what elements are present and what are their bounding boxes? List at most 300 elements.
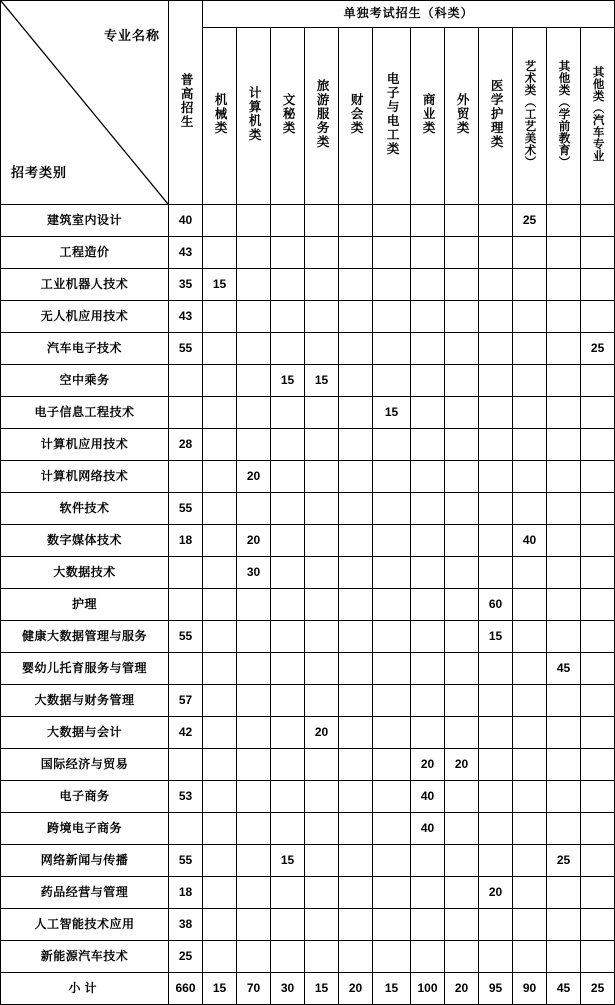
total-cell: 20 [445, 973, 479, 1005]
cell: 30 [237, 557, 271, 589]
cell [581, 813, 615, 845]
cell [339, 781, 373, 813]
cell [305, 781, 339, 813]
cell [479, 781, 513, 813]
cell [271, 557, 305, 589]
cell [339, 685, 373, 717]
cell [339, 717, 373, 749]
cell: 35 [169, 269, 203, 301]
cell [445, 461, 479, 493]
cell [373, 429, 411, 461]
cell [445, 717, 479, 749]
table-row [1, 781, 615, 813]
cell [479, 269, 513, 301]
cell [305, 461, 339, 493]
cell [169, 813, 203, 845]
cell [445, 845, 479, 877]
cell [169, 365, 203, 397]
cell [581, 781, 615, 813]
cell [445, 333, 479, 365]
cell [203, 909, 237, 941]
cell [445, 685, 479, 717]
cell [547, 333, 581, 365]
cell [547, 781, 581, 813]
cell [581, 557, 615, 589]
cell [547, 493, 581, 525]
cell [581, 237, 615, 269]
cell: 43 [169, 301, 203, 333]
cell [339, 557, 373, 589]
table-row [1, 589, 615, 621]
cell [547, 749, 581, 781]
cell [479, 941, 513, 973]
cell [203, 621, 237, 653]
cell [237, 813, 271, 845]
cell [411, 653, 445, 685]
row-label: 电子商务 [1, 781, 169, 813]
cell: 20 [237, 525, 271, 557]
cell [411, 589, 445, 621]
cell [339, 877, 373, 909]
table-row [1, 365, 615, 397]
cell [411, 365, 445, 397]
cell [373, 781, 411, 813]
cell [373, 717, 411, 749]
table-row [1, 909, 615, 941]
cell: 25 [581, 333, 615, 365]
cell [411, 205, 445, 237]
total-cell: 15 [203, 973, 237, 1005]
cell [411, 269, 445, 301]
cell [203, 493, 237, 525]
cell [513, 269, 547, 301]
cell: 40 [513, 525, 547, 557]
cell [339, 749, 373, 781]
column-header-qita-xueqian: 其他类（学前教育） [547, 28, 581, 205]
cell [271, 717, 305, 749]
cell [445, 589, 479, 621]
cell [547, 429, 581, 461]
cell [305, 909, 339, 941]
cell [373, 461, 411, 493]
cell: 15 [479, 621, 513, 653]
column-header-caihui: 财会类 [339, 28, 373, 205]
table-total-row [1, 973, 615, 1005]
cell [513, 685, 547, 717]
cell [513, 781, 547, 813]
cell [373, 237, 411, 269]
cell [305, 397, 339, 429]
cell [203, 589, 237, 621]
cell [305, 205, 339, 237]
cell [237, 877, 271, 909]
cell [305, 653, 339, 685]
cell [547, 461, 581, 493]
row-label: 国际经济与贸易 [1, 749, 169, 781]
cell [411, 237, 445, 269]
cell [339, 909, 373, 941]
cell [581, 909, 615, 941]
row-label: 软件技术 [1, 493, 169, 525]
cell [373, 301, 411, 333]
cell [271, 237, 305, 269]
cell [547, 365, 581, 397]
cell [513, 237, 547, 269]
cell [445, 429, 479, 461]
cell [411, 685, 445, 717]
cell [513, 717, 547, 749]
cell: 42 [169, 717, 203, 749]
cell [513, 813, 547, 845]
cell [339, 845, 373, 877]
cell [581, 621, 615, 653]
cell [547, 621, 581, 653]
cell [513, 621, 547, 653]
cell [305, 237, 339, 269]
cell [411, 461, 445, 493]
cell [581, 685, 615, 717]
cell: 18 [169, 877, 203, 909]
cell [203, 781, 237, 813]
cell: 25 [169, 941, 203, 973]
cell [203, 877, 237, 909]
column-header-lvyou: 旅游服务类 [305, 28, 339, 205]
cell [411, 493, 445, 525]
cell [271, 205, 305, 237]
cell [373, 653, 411, 685]
cell [271, 781, 305, 813]
cell [339, 301, 373, 333]
cell [479, 845, 513, 877]
cell: 43 [169, 237, 203, 269]
cell [445, 525, 479, 557]
cell [373, 525, 411, 557]
cell [411, 877, 445, 909]
column-header-dianzi: 电子与电工类 [373, 28, 411, 205]
cell [547, 685, 581, 717]
cell [271, 685, 305, 717]
cell [479, 653, 513, 685]
cell [305, 429, 339, 461]
row-label: 数字媒体技术 [1, 525, 169, 557]
cell: 20 [445, 749, 479, 781]
cell [237, 269, 271, 301]
cell [237, 589, 271, 621]
cell [271, 589, 305, 621]
row-label: 跨境电子商务 [1, 813, 169, 845]
cell [237, 909, 271, 941]
cell [373, 941, 411, 973]
cell [203, 397, 237, 429]
total-cell: 15 [373, 973, 411, 1005]
cell [445, 621, 479, 653]
cell [237, 685, 271, 717]
cell [203, 749, 237, 781]
header-group-row [1, 1, 615, 28]
cell [169, 749, 203, 781]
cell [271, 333, 305, 365]
cell [411, 397, 445, 429]
column-header-putong: 普高招生 [169, 1, 203, 205]
column-header-yixue: 医学护理类 [479, 28, 513, 205]
cell [513, 333, 547, 365]
table-row [1, 301, 615, 333]
cell [271, 909, 305, 941]
cell [237, 493, 271, 525]
cell [581, 749, 615, 781]
cell: 15 [373, 397, 411, 429]
cell [411, 621, 445, 653]
row-label: 网络新闻与传播 [1, 845, 169, 877]
cell [513, 557, 547, 589]
cell [479, 813, 513, 845]
corner-bottom-label: 招考类别 [11, 164, 68, 180]
table-row [1, 429, 615, 461]
table-row [1, 237, 615, 269]
cell [237, 653, 271, 685]
cell [305, 333, 339, 365]
table-row [1, 525, 615, 557]
cell [479, 685, 513, 717]
cell [445, 781, 479, 813]
cell: 18 [169, 525, 203, 557]
cell [445, 877, 479, 909]
cell [237, 781, 271, 813]
cell [581, 461, 615, 493]
cell [373, 365, 411, 397]
cell [203, 333, 237, 365]
cell: 28 [169, 429, 203, 461]
cell: 20 [411, 749, 445, 781]
cell [373, 877, 411, 909]
cell [411, 525, 445, 557]
cell [411, 557, 445, 589]
row-label: 计算机应用技术 [1, 429, 169, 461]
total-cell: 90 [513, 973, 547, 1005]
row-label: 工业机器人技术 [1, 269, 169, 301]
cell [271, 877, 305, 909]
cell [237, 365, 271, 397]
cell [581, 397, 615, 429]
cell: 25 [547, 845, 581, 877]
cell [339, 941, 373, 973]
cell [305, 813, 339, 845]
table-row [1, 269, 615, 301]
cell: 38 [169, 909, 203, 941]
cell [513, 877, 547, 909]
cell [411, 941, 445, 973]
cell [513, 301, 547, 333]
cell [305, 877, 339, 909]
cell [271, 493, 305, 525]
cell [373, 557, 411, 589]
cell [271, 461, 305, 493]
cell [513, 749, 547, 781]
cell [479, 493, 513, 525]
cell [305, 525, 339, 557]
cell [339, 461, 373, 493]
cell: 15 [203, 269, 237, 301]
cell [411, 909, 445, 941]
cell: 15 [271, 365, 305, 397]
cell [411, 301, 445, 333]
cell [479, 429, 513, 461]
cell [581, 717, 615, 749]
cell [581, 589, 615, 621]
table-row [1, 845, 615, 877]
table-row [1, 877, 615, 909]
cell [445, 365, 479, 397]
cell [271, 525, 305, 557]
cell [237, 237, 271, 269]
cell [271, 269, 305, 301]
row-label: 大数据与财务管理 [1, 685, 169, 717]
row-label: 建筑室内设计 [1, 205, 169, 237]
cell [203, 429, 237, 461]
cell [581, 525, 615, 557]
cell [581, 653, 615, 685]
cell [271, 397, 305, 429]
cell [203, 813, 237, 845]
cell [373, 333, 411, 365]
cell [305, 269, 339, 301]
total-label: 小计 [1, 973, 169, 1005]
cell [203, 525, 237, 557]
cell: 20 [479, 877, 513, 909]
cell [479, 365, 513, 397]
cell [513, 461, 547, 493]
total-cell: 45 [547, 973, 581, 1005]
cell [237, 749, 271, 781]
cell [445, 941, 479, 973]
cell [373, 909, 411, 941]
cell [237, 845, 271, 877]
cell [479, 237, 513, 269]
table-row [1, 941, 615, 973]
column-header-waimao: 外贸类 [445, 28, 479, 205]
cell [169, 653, 203, 685]
cell [479, 205, 513, 237]
row-label: 婴幼儿托育服务与管理 [1, 653, 169, 685]
cell [547, 525, 581, 557]
cell [339, 205, 373, 237]
cell [271, 621, 305, 653]
table-row [1, 813, 615, 845]
cell [339, 429, 373, 461]
cell [169, 589, 203, 621]
cell [581, 941, 615, 973]
cell [479, 749, 513, 781]
cell: 45 [547, 653, 581, 685]
cell [479, 397, 513, 429]
cell [445, 397, 479, 429]
cell: 53 [169, 781, 203, 813]
row-label: 护理 [1, 589, 169, 621]
cell [513, 589, 547, 621]
cell: 60 [479, 589, 513, 621]
cell [237, 333, 271, 365]
cell [305, 493, 339, 525]
cell [271, 749, 305, 781]
cell [547, 557, 581, 589]
cell [203, 461, 237, 493]
cell: 40 [411, 813, 445, 845]
cell [339, 589, 373, 621]
table-row [1, 653, 615, 685]
cell [237, 397, 271, 429]
row-label: 大数据与会计 [1, 717, 169, 749]
cell [339, 333, 373, 365]
total-cell: 30 [271, 973, 305, 1005]
row-label: 人工智能技术应用 [1, 909, 169, 941]
cell [271, 301, 305, 333]
total-cell: 25 [581, 973, 615, 1005]
cell: 15 [305, 365, 339, 397]
cell [373, 845, 411, 877]
cell [339, 621, 373, 653]
cell [339, 269, 373, 301]
row-label: 工程造价 [1, 237, 169, 269]
cell [169, 461, 203, 493]
cell [547, 877, 581, 909]
cell [237, 717, 271, 749]
cell [479, 717, 513, 749]
cell [547, 397, 581, 429]
total-cell: 660 [169, 973, 203, 1005]
row-label: 大数据技术 [1, 557, 169, 589]
cell: 57 [169, 685, 203, 717]
table-row [1, 397, 615, 429]
total-cell: 95 [479, 973, 513, 1005]
cell [305, 941, 339, 973]
table-row [1, 461, 615, 493]
cell [479, 909, 513, 941]
cell [237, 301, 271, 333]
cell [305, 685, 339, 717]
column-header-shangye: 商业类 [411, 28, 445, 205]
cell [445, 205, 479, 237]
cell [237, 429, 271, 461]
cell [547, 717, 581, 749]
cell [271, 813, 305, 845]
table-row [1, 557, 615, 589]
cell [339, 397, 373, 429]
cell [581, 365, 615, 397]
cell: 55 [169, 621, 203, 653]
cell [513, 365, 547, 397]
row-label: 电子信息工程技术 [1, 397, 169, 429]
total-cell: 20 [339, 973, 373, 1005]
cell [479, 461, 513, 493]
total-cell: 15 [305, 973, 339, 1005]
cell [547, 909, 581, 941]
table-row [1, 493, 615, 525]
cell [203, 557, 237, 589]
cell [581, 877, 615, 909]
cell [373, 813, 411, 845]
cell [339, 237, 373, 269]
cell [339, 365, 373, 397]
cell [373, 589, 411, 621]
cell [547, 205, 581, 237]
cell: 20 [237, 461, 271, 493]
cell [203, 301, 237, 333]
cell [411, 845, 445, 877]
cell [547, 269, 581, 301]
cell [411, 333, 445, 365]
cell [373, 621, 411, 653]
total-cell: 100 [411, 973, 445, 1005]
